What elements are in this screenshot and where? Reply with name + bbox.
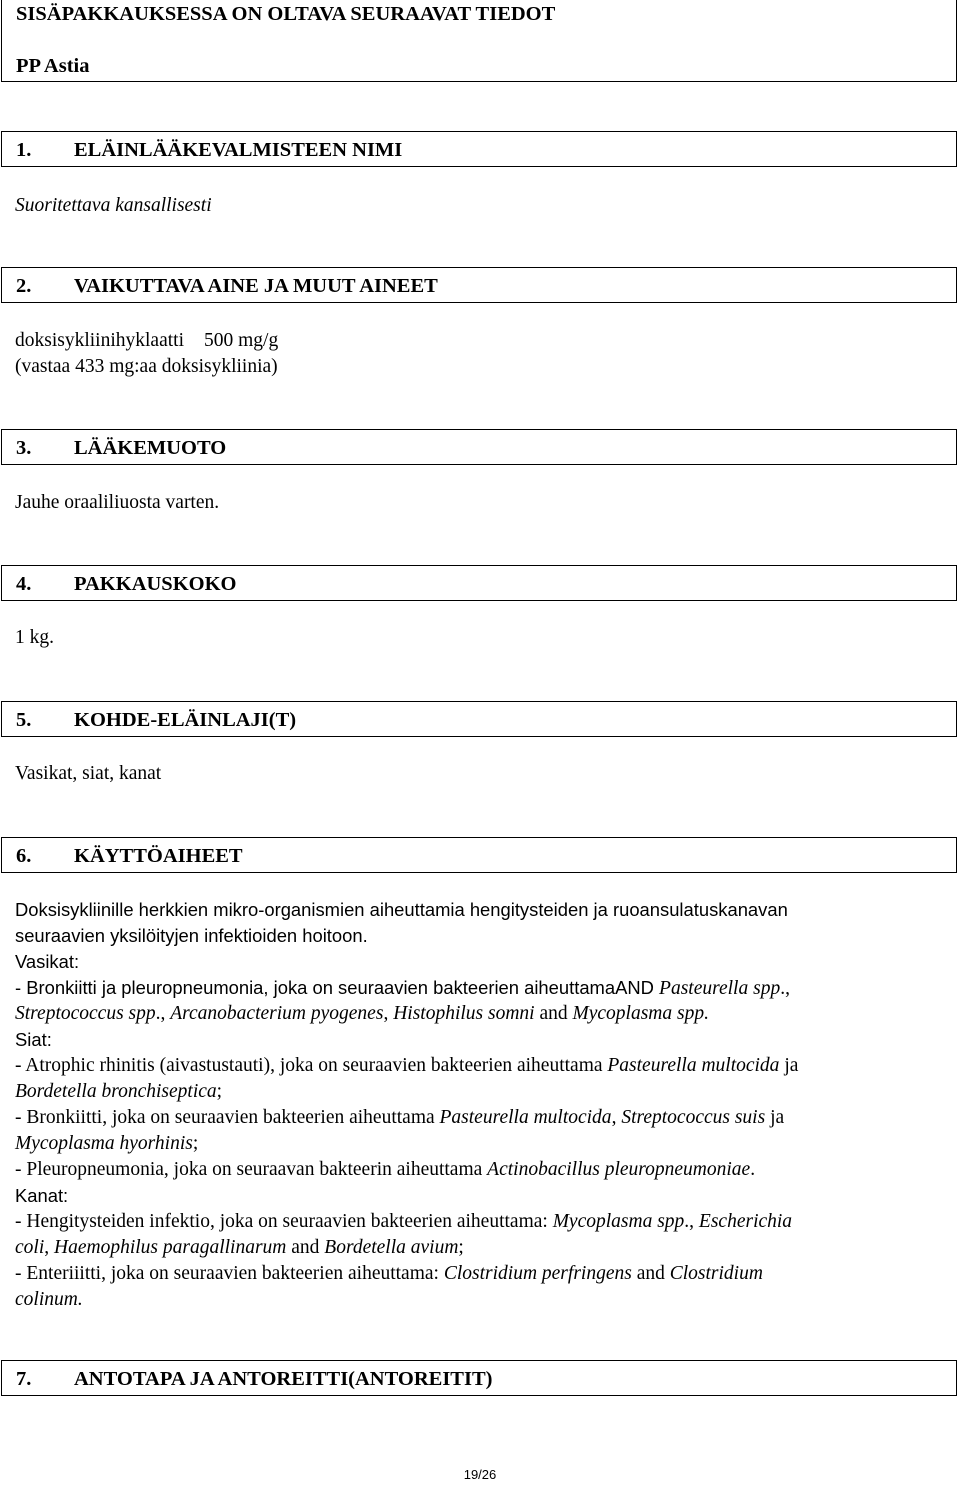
section-number: 3.: [16, 437, 32, 459]
indications-intro-line-1: Doksisykliinille herkkien mikro-organismien aiheuttamia hengitysteiden ja ruoansulatuskanavan: [15, 899, 788, 920]
active-substance-dose: 500 mg/g: [204, 330, 279, 351]
hens-indication-line-3: - Enteriiitti, joka on seuraavien bakteerien aiheuttama: Clostridium perfringens and Clostridium: [15, 1263, 763, 1284]
indications-intro-line-2: seuraavien yksilöityjen infektioiden hoitoon.: [15, 925, 368, 946]
header-box: [1, 0, 957, 82]
section-6-heading: [1, 837, 957, 873]
section-5-body: Vasikat, siat, kanat: [15, 763, 162, 784]
pigs-label: Siat:: [15, 1029, 52, 1050]
section-number: 6.: [16, 845, 32, 867]
section-title: KÄYTTÖAIHEET: [74, 845, 243, 867]
section-title: LÄÄKEMUOTO: [74, 437, 227, 459]
pigs-indication-line-5: - Pleuropneumonia, joka on seuraavan bakteerin aiheuttama Actinobacillus pleuropneumoniae.: [15, 1159, 756, 1180]
pigs-indication-line-3: - Bronkiitti, joka on seuraavien bakteerien aiheuttama Pasteurella multocida, Streptococcus suis ja: [15, 1107, 785, 1128]
page-number: 19/26: [463, 1467, 497, 1482]
pigs-indication-line-4: Mycoplasma hyorhinis;: [15, 1133, 199, 1154]
section-4-body: 1 kg.: [15, 627, 54, 648]
document-subtitle: PP Astia: [16, 55, 90, 77]
calves-indication-line-1: - Bronkiitti ja pleuropneumonia, joka on seuraavien bakteerien aiheuttamaAND Pasteurella spp.,: [15, 977, 790, 999]
document-title: SISÄPAKKAUKSESSA ON OLTAVA SEURAAVAT TIEDOT: [16, 3, 556, 25]
hens-indication-line-2: coli, Haemophilus paragallinarum and Bordetella avium;: [15, 1237, 464, 1258]
calves-indication-line-2: Streptococcus spp., Arcanobacterium pyogenes, Histophilus somni and Mycoplasma spp.: [15, 1003, 709, 1024]
section-1-heading: [1, 131, 957, 167]
section-title: PAKKAUSKOKO: [74, 573, 237, 595]
hens-indication-line-1: - Hengitysteiden infektio, joka on seuraavien bakteerien aiheuttama: Mycoplasma spp., Escherichia: [15, 1211, 793, 1232]
hens-indication-line-4: colinum.: [15, 1289, 83, 1310]
calves-label: Vasikat:: [15, 951, 80, 972]
pigs-indication-line-1: - Atrophic rhinitis (aivastustauti), joka on seuraavien bakteerien aiheuttama Pasteurella multocida ja: [15, 1055, 799, 1076]
section-2-heading: [1, 267, 957, 303]
section-5-heading: [1, 701, 957, 737]
pigs-indication-line-2: Bordetella bronchiseptica;: [15, 1081, 223, 1102]
section-number: 5.: [16, 709, 32, 731]
active-substance: doksisykliinihyklaatti: [15, 330, 184, 351]
active-substance-line: [15, 328, 940, 354]
section-1-body: Suoritettava kansallisesti: [15, 195, 212, 216]
section-3-heading: [1, 429, 957, 465]
section-number: 1.: [16, 139, 32, 161]
section-number: 4.: [16, 573, 32, 595]
section-title: ANTOTAPA JA ANTOREITTI(ANTOREITIT): [74, 1368, 493, 1390]
section-title: ELÄINLÄÄKEVALMISTEEN NIMI: [74, 139, 403, 161]
section-number: 2.: [16, 275, 32, 297]
hens-label: Kanat:: [15, 1185, 69, 1206]
section-title: VAIKUTTAVA AINE JA MUUT AINEET: [74, 275, 438, 297]
section-4-heading: [1, 565, 957, 601]
section-7-heading: [1, 1360, 957, 1396]
section-number: 7.: [16, 1368, 32, 1390]
section-title: KOHDE-ELÄINLAJI(T): [74, 709, 297, 731]
section-3-body: Jauhe oraaliliuosta varten.: [15, 492, 220, 513]
active-substance-equivalent: (vastaa 433 mg:aa doksisykliinia): [15, 356, 278, 377]
